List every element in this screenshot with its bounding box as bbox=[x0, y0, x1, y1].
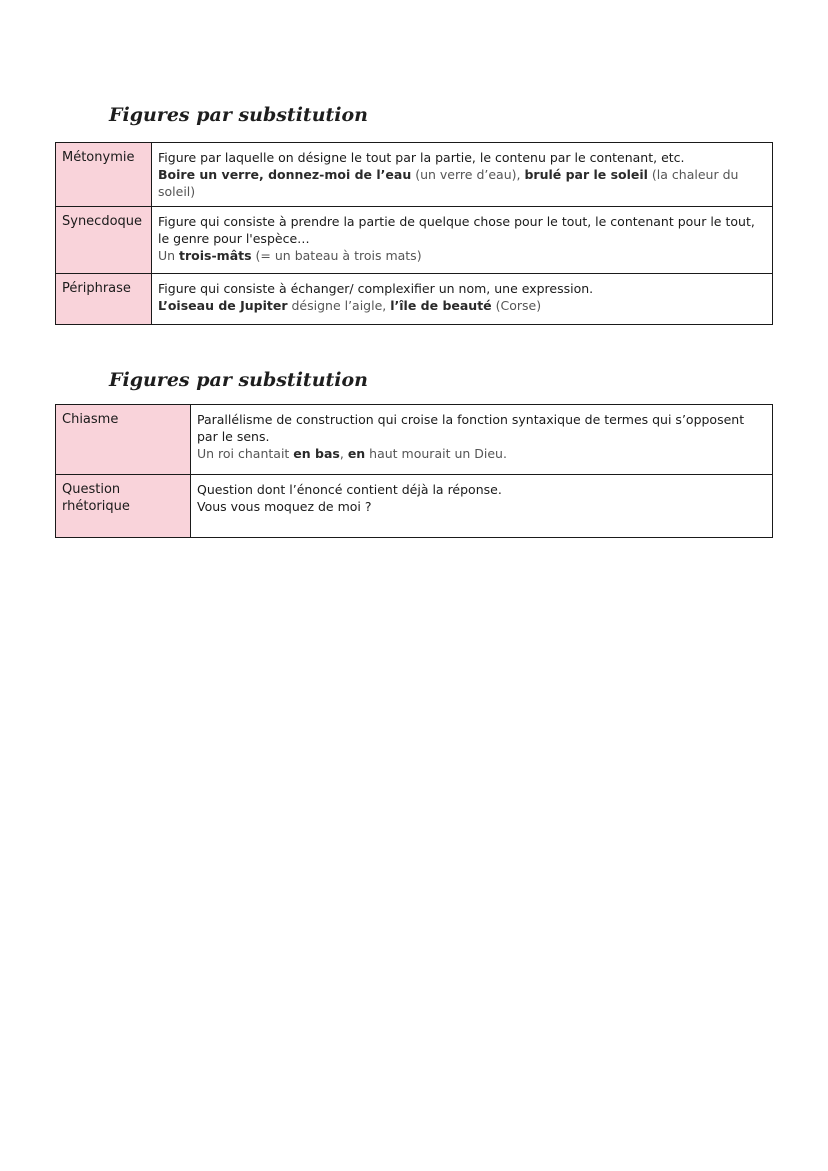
definition-cell bbox=[191, 475, 773, 538]
example-text: Vous vous moquez de moi ? bbox=[197, 499, 372, 514]
definition-cell bbox=[152, 143, 773, 207]
figures-table-2 bbox=[55, 404, 773, 538]
example-text: L’oiseau de Jupiter désigne l’aigle, l’île de beauté (Corse) bbox=[158, 298, 542, 313]
figures-table-1 bbox=[55, 142, 773, 325]
table-row bbox=[56, 274, 773, 325]
definition-text: Parallélisme de construction qui croise la fonction syntaxique de termes qui s’opposent par le sens. bbox=[197, 412, 745, 444]
term-cell: Synecdoque bbox=[56, 207, 152, 274]
table-row bbox=[56, 207, 773, 274]
definition-cell bbox=[191, 405, 773, 475]
definition-text: Figure qui consiste à échanger/ complexifier un nom, une expression. bbox=[158, 281, 594, 296]
term-cell: Métonymie bbox=[56, 143, 152, 207]
example-text: Un roi chantait en bas, en haut mourait un Dieu. bbox=[197, 446, 507, 461]
definition-cell bbox=[152, 207, 773, 274]
example-text: Boire un verre, donnez-moi de l’eau (un verre d’eau), brulé par le soleil (la chaleur du soleil) bbox=[158, 167, 739, 199]
term-cell: Chiasme bbox=[56, 405, 191, 475]
section-title: Figures par substitution bbox=[109, 369, 368, 391]
definition-text: Figure par laquelle on désigne le tout par la partie, le contenu par le contenant, etc. bbox=[158, 150, 685, 165]
term-cell: Question rhétorique bbox=[56, 475, 191, 538]
definition-text: Question dont l’énoncé contient déjà la réponse. bbox=[197, 482, 502, 497]
section-title: Figures par substitution bbox=[109, 104, 368, 126]
definition-cell bbox=[152, 274, 773, 325]
table-row bbox=[56, 405, 773, 475]
term-cell: Périphrase bbox=[56, 274, 152, 325]
example-text: Un trois-mâts (= un bateau à trois mats) bbox=[158, 248, 422, 263]
definition-text: Figure qui consiste à prendre la partie de quelque chose pour le tout, le contenant pour le tout, le genre pour l'espèce… bbox=[158, 214, 755, 246]
table-row bbox=[56, 143, 773, 207]
table-row bbox=[56, 475, 773, 538]
